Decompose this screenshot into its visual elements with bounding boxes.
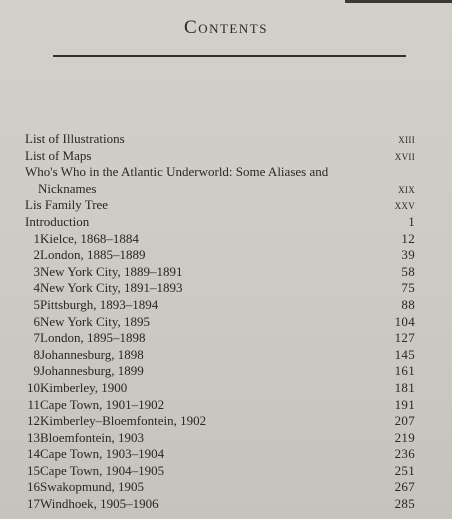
toc-entry-whos-who [25, 164, 415, 197]
chapter-title: Cape Town, 1903–1904 [40, 446, 165, 462]
toc-chapter-16 [25, 479, 415, 496]
toc-chapter-4 [25, 280, 415, 297]
toc-entry-family-tree [25, 197, 415, 214]
toc-chapter-8 [25, 347, 415, 364]
chapter-title: New York City, 1895 [40, 313, 151, 329]
entry-page: xxv [394, 197, 415, 213]
chapter-title: Swakopmund, 1905 [40, 479, 144, 495]
chapter-number: 16 [27, 479, 40, 495]
chapter-title: London, 1895–1898 [40, 330, 146, 346]
chapter-title: Johannesburg, 1899 [40, 363, 144, 379]
chapter-page: 127 [394, 330, 415, 346]
chapter-page: 219 [394, 429, 415, 445]
toc-chapter-2 [25, 247, 415, 264]
chapter-number: 9 [33, 363, 40, 379]
toc-chapter-6 [25, 314, 415, 331]
chapter-title: Pittsburgh, 1893–1894 [40, 296, 159, 312]
chapter-title: New York City, 1889–1891 [40, 263, 183, 279]
table-of-contents [25, 131, 415, 513]
toc-chapter-1 [25, 231, 415, 248]
chapter-page: 236 [394, 446, 415, 462]
entry-page: xix [398, 180, 415, 196]
chapter-page: 161 [394, 363, 415, 379]
chapter-title: Kimberley–Bloemfontein, 1902 [40, 413, 207, 429]
entry-page: 1 [408, 213, 415, 229]
chapter-number: 3 [33, 263, 40, 279]
chapter-number: 4 [33, 280, 40, 296]
toc-chapter-13 [25, 430, 415, 447]
chapter-title: Kimberley, 1900 [40, 379, 128, 395]
entry-page: xiii [398, 131, 415, 146]
heading-rule [53, 55, 406, 57]
contents-heading: Contents [184, 17, 268, 38]
chapter-number: 12 [27, 413, 40, 429]
chapter-page: 145 [394, 346, 415, 362]
toc-entry-illustrations [25, 131, 415, 148]
chapter-number: 2 [33, 247, 40, 263]
entry-title-line-2: Nicknames [38, 180, 97, 196]
entry-title-line-1: Who's Who in the Atlantic Underworld: Some Aliases and [25, 164, 329, 180]
toc-chapter-9 [25, 363, 415, 380]
entry-title: Lis Family Tree [25, 197, 109, 213]
chapter-number: 1 [33, 230, 40, 246]
chapter-title: Windhoek, 1905–1906 [40, 496, 159, 512]
chapter-page: 12 [401, 230, 415, 246]
chapter-title: Bloemfontein, 1903 [40, 429, 144, 445]
chapter-page: 191 [394, 396, 415, 412]
toc-chapter-12 [25, 413, 415, 430]
chapter-page: 251 [394, 462, 415, 478]
chapter-title: Cape Town, 1901–1902 [40, 396, 165, 412]
chapter-page: 181 [394, 379, 415, 395]
toc-chapter-10 [25, 380, 415, 397]
entry-title: List of Illustrations [25, 131, 125, 146]
toc-chapter-15 [25, 463, 415, 480]
chapter-number: 17 [27, 496, 40, 512]
chapter-number: 15 [27, 462, 40, 478]
chapter-title: London, 1885–1889 [40, 247, 146, 263]
chapter-page: 88 [401, 296, 415, 312]
chapter-number: 5 [33, 296, 40, 312]
toc-chapter-5 [25, 297, 415, 314]
entry-title: List of Maps [25, 147, 92, 163]
chapter-title: Kielce, 1868–1884 [40, 230, 139, 246]
toc-entry-introduction [25, 214, 415, 231]
chapter-number: 14 [27, 446, 40, 462]
toc-chapter-7 [25, 330, 415, 347]
toc-chapter-14 [25, 446, 415, 463]
chapter-number: 11 [27, 396, 40, 412]
chapter-title: Cape Town, 1904–1905 [40, 462, 165, 478]
toc-chapter-11 [25, 397, 415, 414]
chapter-number: 13 [27, 429, 40, 445]
toc-entry-maps [25, 148, 415, 165]
chapter-page: 75 [401, 280, 415, 296]
chapter-page: 104 [394, 313, 415, 329]
chapter-page: 285 [394, 496, 415, 512]
chapter-number: 10 [27, 379, 40, 395]
entry-page: xvii [394, 147, 415, 163]
chapter-page: 39 [401, 247, 415, 263]
chapter-title: Johannesburg, 1898 [40, 346, 144, 362]
entry-title: Introduction [25, 213, 90, 229]
chapter-number: 7 [33, 330, 40, 346]
chapter-page: 267 [394, 479, 415, 495]
chapter-title: New York City, 1891–1893 [40, 280, 183, 296]
toc-chapter-3 [25, 264, 415, 281]
chapter-number: 8 [33, 346, 40, 362]
chapter-page: 207 [394, 413, 415, 429]
entry-title [25, 164, 357, 197]
toc-chapter-17 [25, 496, 415, 513]
chapter-number: 6 [33, 313, 40, 329]
chapter-page: 58 [401, 263, 415, 279]
page-top-edge [345, 0, 452, 3]
